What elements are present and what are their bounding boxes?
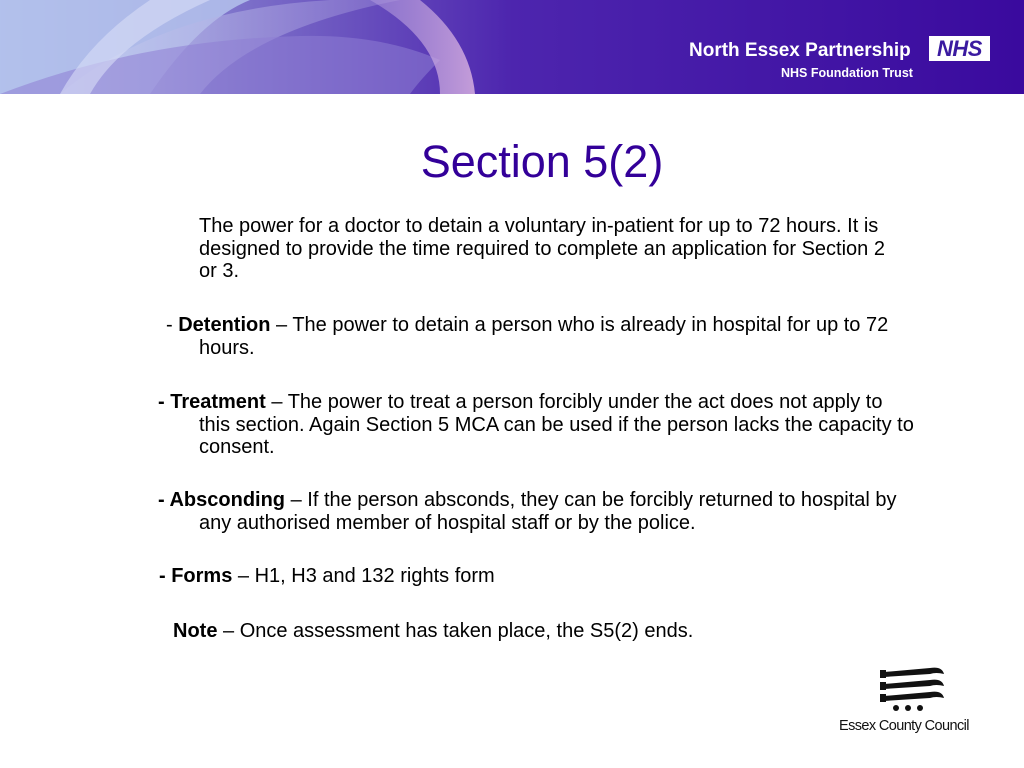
- org-name: North Essex Partnership: [689, 40, 911, 61]
- item-text: – The power to detain a person who is already in hospital for up to 72 hours.: [199, 314, 889, 359]
- org-subtitle: NHS Foundation Trust: [781, 66, 913, 80]
- list-item-detention: [166, 314, 919, 359]
- header-banner: [0, 0, 1024, 94]
- item-text: – Once assessment has taken place, the S5(2) ends.: [217, 620, 694, 642]
- intro-paragraph: The power for a doctor to detain a voluntary in-patient for up to 72 hours. It is designed to provide the time required to complete an application for Section 2 or 3.: [199, 215, 885, 282]
- item-term: - Forms: [159, 565, 233, 587]
- list-item-note: [173, 620, 893, 643]
- item-term: Detention: [178, 314, 271, 336]
- item-text: – H1, H3 and 132 rights form: [232, 565, 495, 587]
- item-prefix: -: [166, 314, 179, 336]
- item-text: – If the person absconds, they can be forcibly returned to hospital by any authorised member of hospital staff or by the police.: [199, 489, 897, 534]
- list-item-forms: [159, 565, 879, 588]
- nhs-logo: NHS: [929, 36, 990, 61]
- council-name: Essex County Council: [839, 718, 969, 734]
- item-term: Note: [173, 620, 218, 642]
- list-item-absconding: [158, 489, 919, 534]
- item-term: - Absconding: [158, 489, 286, 511]
- item-text: – The power to treat a person forcibly under the act does not apply to this section. Again Section 5 MCA can be used if the person lacks the capacity to consent.: [199, 391, 914, 458]
- essex-seaxes-icon: [878, 664, 948, 714]
- list-item-treatment: [158, 391, 919, 459]
- item-term: - Treatment: [158, 391, 266, 413]
- slide-title: Section 5(2): [420, 136, 664, 187]
